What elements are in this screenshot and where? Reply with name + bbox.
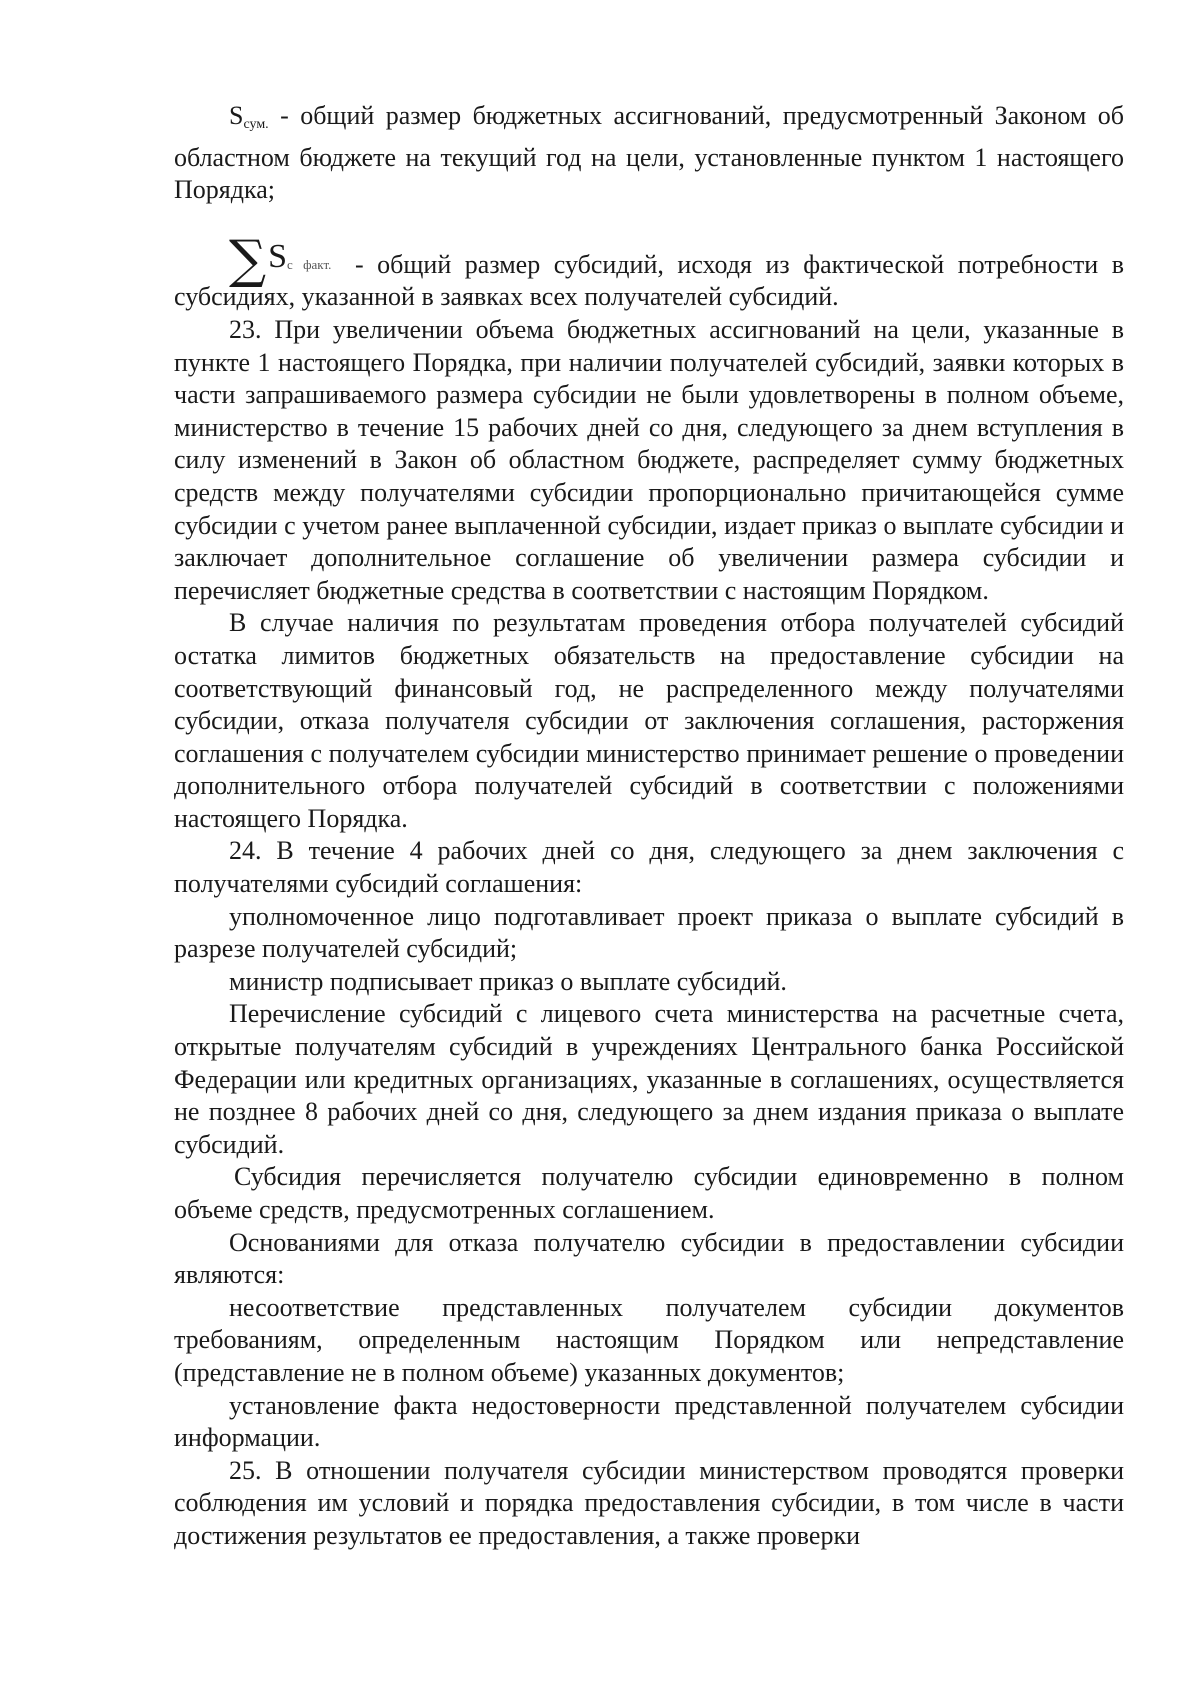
paragraph-nonconformity: несоответствие представленных получателем субсидии документов требованиям, определенным настоящим Порядком или непредставление (представление не в полном объеме) указанных документов; [174, 1292, 1124, 1387]
paragraph-24: 24. В течение 4 рабочих дней со дня, следующего за днем заключения с получателями субсидий соглашения: [174, 836, 1124, 899]
formula-sum-definition [174, 229, 1124, 314]
paragraph-subsidy-lump-sum: Субсидия перечисляется получателю субсидии единовременно в полном объеме средств, предусмотренных соглашением. [174, 1162, 1124, 1224]
formula-symbol: S [229, 101, 244, 130]
sum-sign-icon: ∑ [229, 229, 267, 290]
formula-subscript: с факт. [287, 256, 332, 272]
document-page [174, 100, 1124, 1553]
paragraph-25: 25. В отношении получателя субсидии министерством проводятся проверки соблюдения им условий и порядка предоставления субсидии, в том числе в части достижения результатов ее предоставления, а также проверки [174, 1455, 1124, 1550]
paragraph-transfer: Перечисление субсидий с лицевого счета министерства на расчетные счета, открытые получателям субсидий в учреждениях Центрального банка Российской Федерации или кредитных организациях, указанные в соглашениях, осуществляется не позднее 8 рабочих дней со дня, следующего за днем издания приказа о выплате субсидий. [174, 999, 1124, 1159]
paragraph-additional-selection: В случае наличия по результатам проведения отбора получателей субсидий остатка лимитов бюджетных обязательств на предоставление субсидии на соответствующий финансовый год, не распределенного между получателями субсидии, отказа получателя субсидии от заключения соглашения, расторжения соглашения с получателем субсидии министерство принимает решение о проведении дополнительного отбора получателей субсидий в соответствии с положениями настоящего Порядка. [174, 608, 1124, 833]
paragraph-23: 23. При увеличении объема бюджетных ассигнований на цели, указанные в пункте 1 настоящего Порядка, при наличии получателей субсидий, заявки которых в части запрашиваемого размера субсидии не были удовлетворены в полном объеме, министерство в течение 15 рабочих дней со дня, следующего за днем вступления в силу изменений в Закон об областном бюджете, распределяет сумму бюджетных средств между получателями субсидии пропорционально причитающейся сумме субсидии с учетом ранее выплаченной субсидии, издает приказ о выплате субсидии и заключает дополнительное соглашение об увеличении размера субсидии и перечисляет бюджетные средства в соответствии с настоящим Порядком. [174, 314, 1124, 605]
formula-symbol: S [268, 237, 288, 275]
paragraph-unreliable-info: установление факта недостоверности представленной получателем субсидии информации. [174, 1390, 1124, 1453]
formula-s-sum-definition [174, 100, 1124, 207]
paragraph-refusal-grounds: Основаниями для отказа получателю субсидии в предоставлении субсидии являются: [174, 1227, 1124, 1290]
formula-description: - общий размер субсидий, исходя из фактической потребности в субсидиях, указанной в заявках всех получателей субсидий. [174, 249, 1124, 312]
formula-subscript: сум. [243, 117, 269, 132]
formula-description: - общий размер бюджетных ассигнований, предусмотренный Законом об областном бюджете на текущий год на цели, установленные пунктом 1 настоящего Порядка; [174, 101, 1124, 205]
paragraph-authorized-person: уполномоченное лицо подготавливает проект приказа о выплате субсидий в разрезе получателей субсидий; [174, 901, 1124, 964]
paragraph-minister-signs: министр подписывает приказ о выплате субсидий. [229, 966, 787, 996]
